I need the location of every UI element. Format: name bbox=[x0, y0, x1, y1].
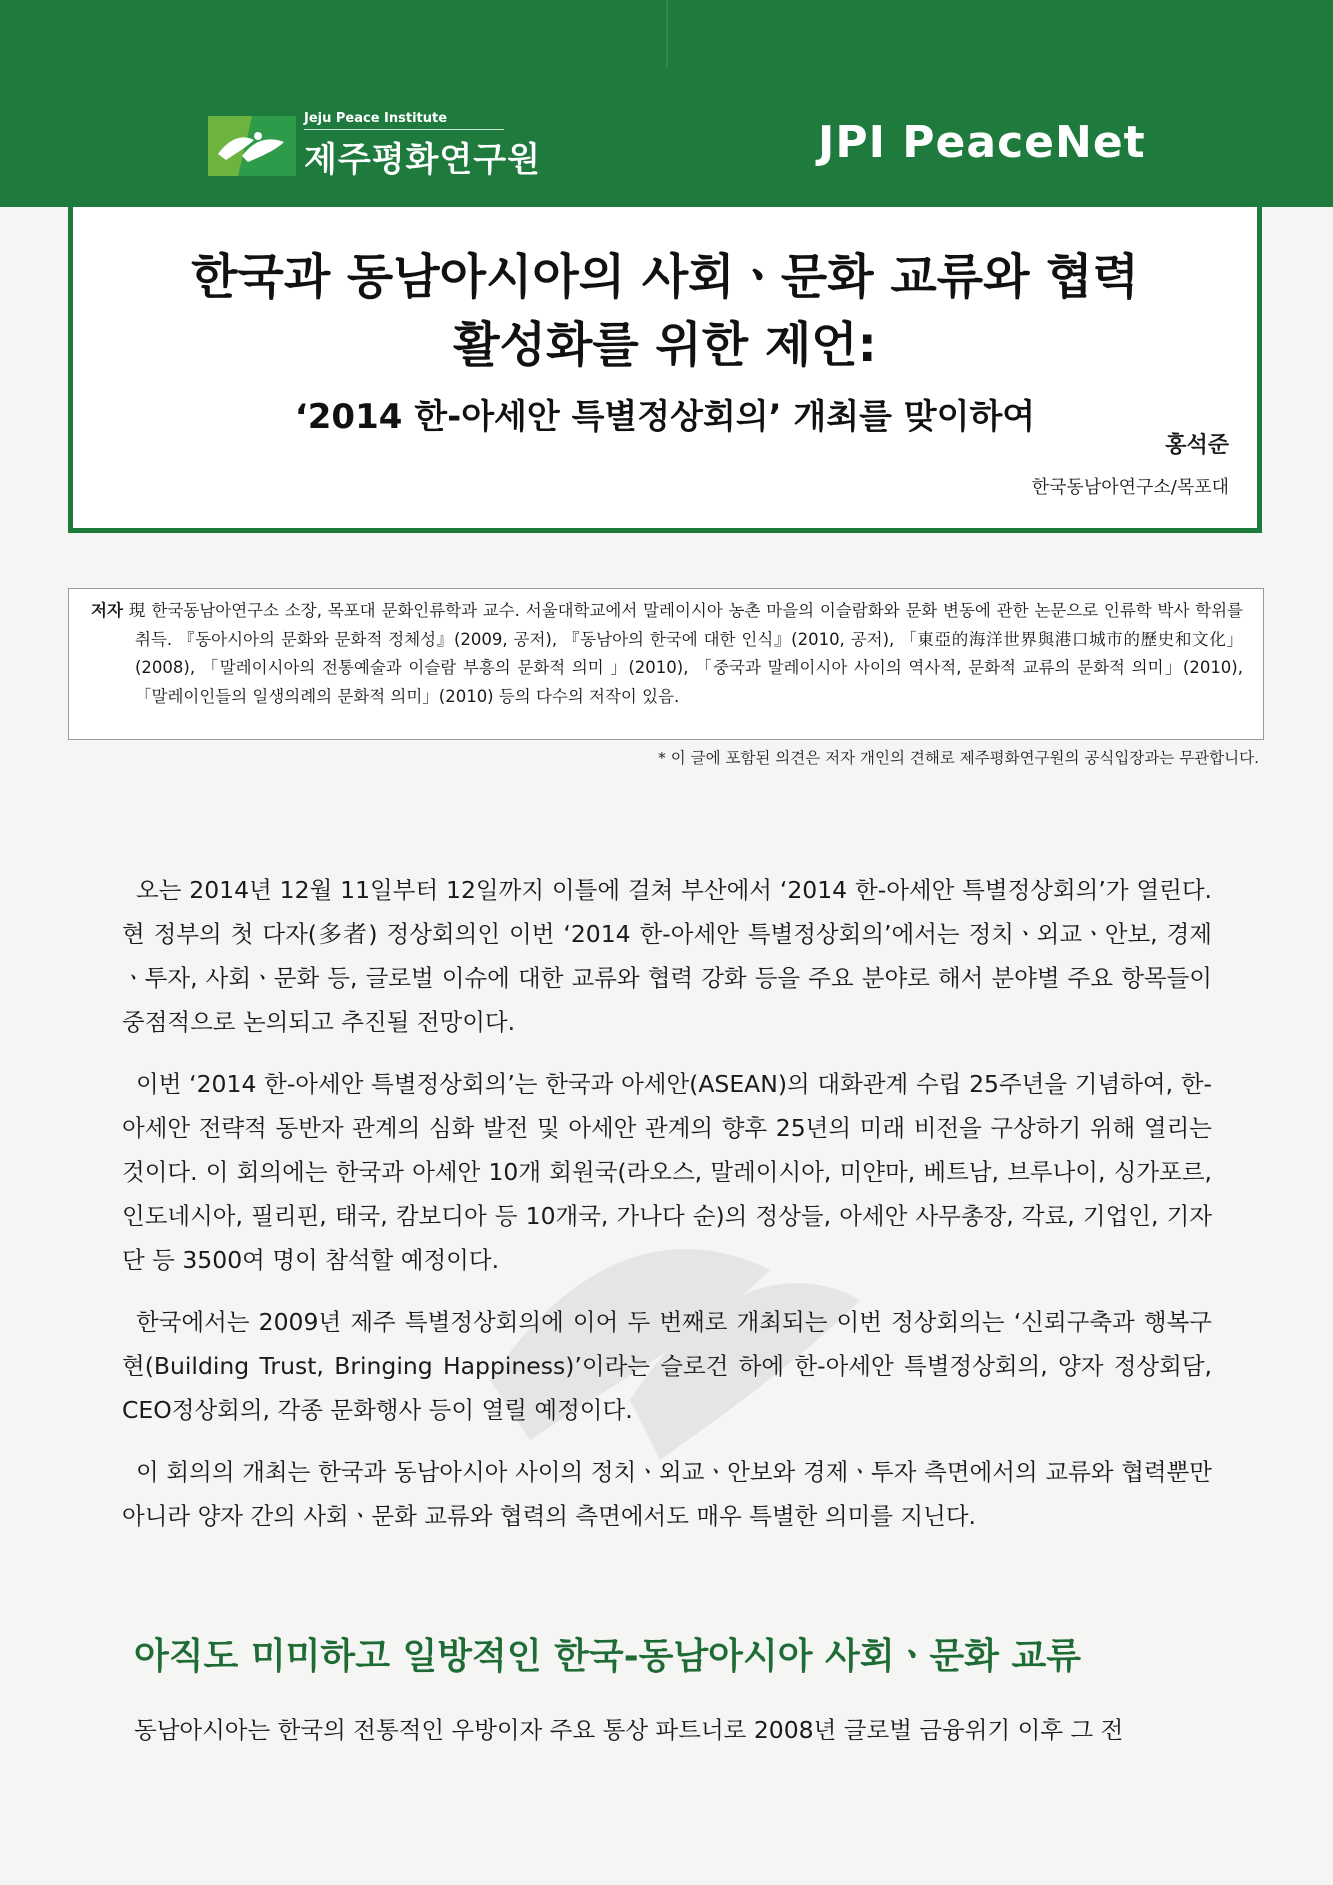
paragraph: 오는 2014년 12월 11일부터 12일까지 이틀에 걸쳐 부산에서 ‘2014 한-아세안 특별정상회의’가 열린다. 현 정부의 첫 다자(多者) 정상회의인 이번 ‘2014 한-아세안 특별정상회의’에서는 정치ㆍ외교ㆍ안보, 경제ㆍ투자, 사회ㆍ문화 등, 글로벌 이슈에 대한 교류와 협력 강화 등을 주요 분야로 해서 분야별 주요 항목들이 중점적으로 논의되고 추진될 전망이다. bbox=[122, 876, 1212, 1036]
author-bio-text: 現 한국동남아연구소 소장, 목포대 문화인류학과 교수. 서울대학교에서 말레이시아 농촌 마을의 이슬람화와 문화 변동에 관한 논문으로 인류학 박사 학위를 취득. 『동아시아의 문화와 문화적 정체성』(2009, 공저), 『동남아의 한국에 대한 인식』(2010, 공저), 「東亞的海洋世界與港口城市的歷史和文化」(2008), 「말레이시아의 전통예술과 이슬람 부흥의 문화적 의미 」(2010), 「중국과 말레이시아 사이의 역사적, 문화적 교류의 문화적 의미」(2010), 「말레이인들의 일생의례의 문화적 의미」(2010) 등의 다수의 저작이 있음. bbox=[128, 601, 1243, 706]
subtitle: ‘2014 한-아세안 특별정상회의’ 개최를 맞이하여 bbox=[294, 397, 1036, 437]
author-bio-label: 저자 bbox=[91, 601, 123, 620]
section-first-line: 동남아시아는 한국의 전통적인 우방이자 주요 통상 파트너로 2008년 글로벌 금융위기 이후 그 전 bbox=[134, 1716, 1124, 1744]
title-block bbox=[73, 243, 1257, 438]
section-heading: 아직도 미미하고 일방적인 한국-동남아시아 사회ㆍ문화 교류 bbox=[134, 1636, 1082, 1677]
paragraph: 한국에서는 2009년 제주 특별정상회의에 이어 두 번째로 개최되는 이번 정상회의는 ‘신뢰구축과 행복구현(Building Trust, Bringing Happiness)’이라는 슬로건 하에 한-아세안 특별정상회의, 양자 정상회담, CEO정상회의, 각종 문화행사 등이 열릴 예정이다. bbox=[122, 1308, 1212, 1424]
paragraph: 이 회의의 개최는 한국과 동남아시아 사이의 정치ㆍ외교ㆍ안보와 경제ㆍ투자 측면에서의 교류와 협력뿐만 아니라 양자 간의 사회ㆍ문화 교류와 협력의 측면에서도 매우 특별한 의미를 지닌다. bbox=[122, 1458, 1212, 1530]
paragraph: 이번 ‘2014 한-아세안 특별정상회의’는 한국과 아세안(ASEAN)의 대화관계 수립 25주년을 기념하여, 한-아세안 전략적 동반자 관계의 심화 발전 및 아세안 관계의 향후 25년의 미래 비전을 구상하기 위해 열리는 것이다. 이 회의에는 한국과 아세안 10개 회원국(라오스, 말레이시아, 미얀마, 베트남, 브루나이, 싱가포르, 인도네시아, 필리핀, 태국, 캄보디아 등 10개국, 가나다 순)의 정상들, 아세안 사무총장, 각료, 기업인, 기자단 등 3500여 명이 참석할 예정이다. bbox=[122, 1070, 1212, 1274]
logo-korean-name: 제주평화연구원 bbox=[304, 140, 541, 180]
dove-logo-icon bbox=[208, 116, 296, 176]
title-line-1: 한국과 동남아시아의 사회ㆍ문화 교류와 협력 bbox=[191, 249, 1139, 305]
title-line-2: 활성화를 위한 제언: bbox=[453, 317, 877, 373]
jpi-peacenet-logo[interactable]: JPI PeaceNet bbox=[818, 117, 1146, 168]
author-affiliation: 한국동남아연구소/목포대 bbox=[1031, 477, 1229, 498]
article-body bbox=[122, 868, 1212, 1556]
author-bio-box bbox=[68, 588, 1264, 740]
disclaimer: * 이 글에 포함된 의견은 저자 개인의 견해로 제주평화연구원의 공식입장과는 무관합니다. bbox=[658, 749, 1259, 767]
jeju-peace-institute-logo[interactable] bbox=[208, 111, 541, 181]
author-name: 홍석준 bbox=[1165, 433, 1229, 458]
logo-text bbox=[304, 111, 541, 181]
header-frame bbox=[68, 68, 1262, 533]
logo-english-name: Jeju Peace Institute bbox=[304, 111, 504, 130]
author-bio bbox=[91, 597, 1243, 711]
header-green-area bbox=[73, 73, 1257, 207]
